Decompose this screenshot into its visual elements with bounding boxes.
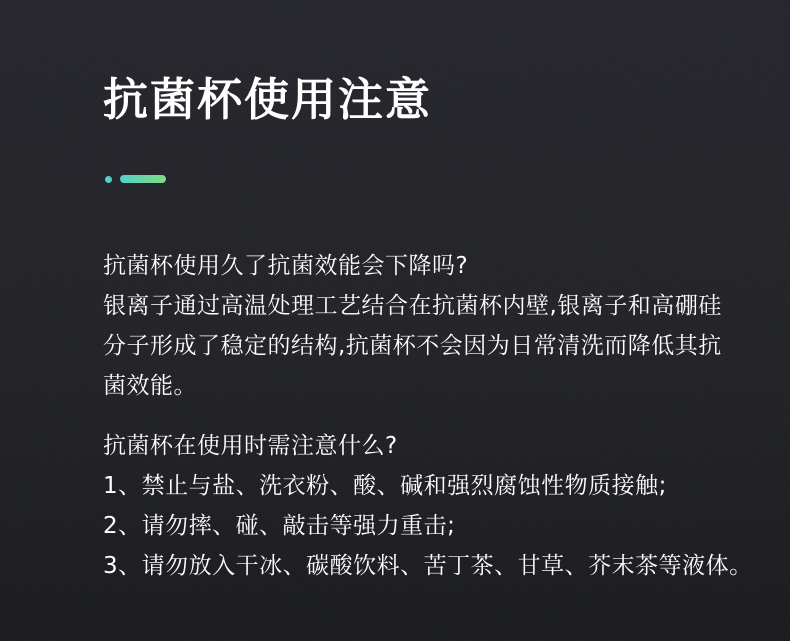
answer-line: 分子形成了稳定的结构,抗菌杯不会因为日常清洗而降低其抗 [103, 333, 722, 359]
answer-line: 菌效能。 [103, 373, 197, 399]
accent-dot [105, 176, 112, 183]
question-text: 抗菌杯在使用时需注意什么? [103, 433, 398, 459]
qa-section-durability [103, 246, 750, 406]
list-item: 3、请勿放入干冰、碳酸饮料、苦丁茶、甘草、芥末茶等液体。 [103, 553, 753, 579]
title-accent-decoration [105, 175, 166, 183]
qa-section-usage-cautions [103, 426, 753, 586]
page-title: 抗菌杯使用注意 [103, 73, 433, 126]
list-item: 1、禁止与盐、洗衣粉、酸、碱和强烈腐蚀性物质接触; [103, 473, 667, 499]
answer-line: 银离子通过高温处理工艺结合在抗菌杯内壁,银离子和高硼硅 [103, 293, 722, 319]
question-text: 抗菌杯使用久了抗菌效能会下降吗? [103, 253, 469, 279]
list-item: 2、请勿摔、碰、敲击等强力重击; [103, 513, 456, 539]
accent-gradient-bar [120, 175, 166, 183]
